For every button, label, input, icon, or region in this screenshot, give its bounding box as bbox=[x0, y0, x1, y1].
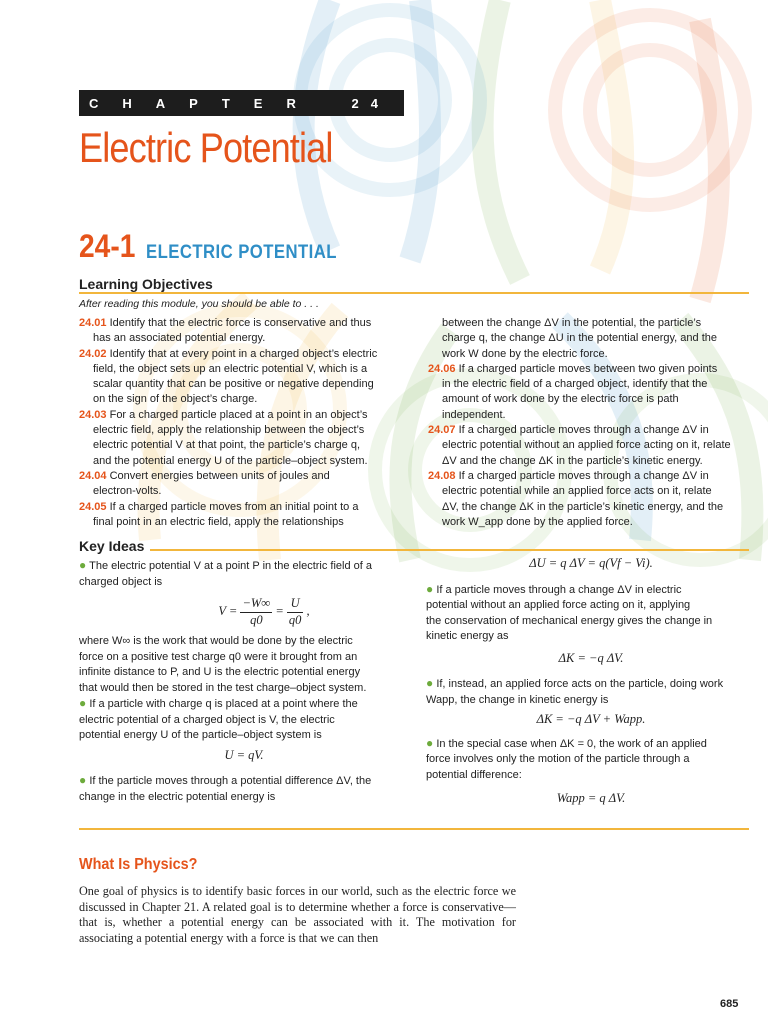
numerator: U bbox=[287, 596, 304, 613]
objective-24-05 bbox=[79, 500, 414, 531]
key-idea-text: infinite distance to P, and U is the electric potential energy bbox=[79, 666, 361, 678]
objective-text: ΔV, the change ΔK in the particle’s kinetic energy, and the bbox=[442, 500, 724, 513]
objective-text: has an associated potential energy. bbox=[93, 332, 266, 345]
objective-text: Identify that the electric force is conservative and thus bbox=[109, 317, 372, 329]
chapter-title: Electric Potential bbox=[79, 124, 333, 171]
objective-code: 24.03 bbox=[79, 408, 107, 421]
objective-text: electric potential V at that point, the particle’s charge q, bbox=[93, 439, 361, 452]
objective-text: amount of work done by the electric force is path bbox=[442, 393, 679, 406]
key-idea-text: potential without an applied force acting on it, applying bbox=[426, 599, 691, 611]
key-idea-text: potential difference: bbox=[426, 768, 522, 781]
equation-delta-u: ΔU = q ΔV = q(Vf − Vi). bbox=[529, 556, 653, 570]
key-idea-text: If a particle moves through a change ΔV in electric bbox=[436, 583, 682, 596]
objective-code: 24.08 bbox=[428, 469, 456, 482]
key-idea-text: charged object is bbox=[79, 575, 163, 588]
objective-text: final point in an electric field, apply the relationships bbox=[93, 515, 344, 528]
key-idea-text: Wapp, the change in kinetic energy is bbox=[426, 693, 609, 706]
objective-text: electric potential while an applied force acts on it, relate bbox=[442, 485, 712, 498]
key-idea-text: potential energy U of the particle–object system is bbox=[79, 729, 322, 741]
key-ideas-heading: Key Ideas bbox=[79, 538, 145, 554]
objective-text: in the electric field of a charged object, identify that the bbox=[442, 378, 708, 391]
equation-part: , bbox=[306, 603, 310, 618]
objective-text: on the sign of the object’s charge. bbox=[93, 393, 258, 406]
key-ideas-bottom-rule bbox=[79, 828, 749, 830]
denominator: q0 bbox=[250, 612, 263, 627]
key-ideas-right-column bbox=[426, 556, 756, 807]
module-name: ELECTRIC POTENTIAL bbox=[146, 242, 337, 263]
chapter-word: CHAPTER bbox=[89, 95, 320, 111]
objective-continuation: charge q, the change ΔU in the potential energy, and the bbox=[442, 332, 717, 345]
bullet-icon: ● bbox=[79, 773, 87, 787]
bullet-icon: ● bbox=[426, 676, 434, 690]
key-idea-text: where W∞ is the work that would be done by the electric bbox=[79, 635, 353, 647]
objective-code: 24.02 bbox=[79, 347, 107, 360]
objective-code: 24.06 bbox=[428, 362, 456, 375]
fraction bbox=[287, 596, 304, 628]
objective-code: 24.04 bbox=[79, 469, 107, 482]
chapter-banner bbox=[79, 90, 404, 116]
bullet-icon: ● bbox=[426, 581, 434, 596]
key-idea-text: If the particle moves through a potential difference ΔV, the bbox=[89, 775, 372, 787]
objective-continuation: work W done by the electric force. bbox=[442, 347, 608, 360]
objective-text: Identify that at every point in a charged object’s electric bbox=[109, 347, 378, 360]
objective-text: scalar quantity that can be positive or negative depending bbox=[93, 378, 374, 391]
objective-24-01 bbox=[79, 316, 414, 347]
objectives-right-column bbox=[428, 316, 753, 530]
key-idea-text: electric potential of a charged object is V, the electric bbox=[79, 713, 335, 726]
learning-objectives-intro: After reading this module, you should be able to . . . bbox=[79, 298, 319, 310]
equation-part: V = bbox=[218, 603, 238, 618]
key-idea-text: In the special case when ΔK = 0, the work of an applied bbox=[436, 737, 707, 750]
equation-potential-definition bbox=[119, 596, 409, 628]
objective-text: field, the object sets up an electric potential V, which is a bbox=[93, 362, 368, 375]
equation-part: = bbox=[275, 603, 284, 618]
page-number: 685 bbox=[720, 998, 739, 1010]
equation-w-app: Wapp = q ΔV. bbox=[556, 791, 626, 805]
objective-code: 24.07 bbox=[428, 424, 456, 437]
objective-text: If a charged particle moves between two given points bbox=[458, 362, 718, 375]
fraction bbox=[240, 596, 272, 628]
learning-objectives-rule bbox=[79, 292, 749, 294]
key-idea-text: change in the electric potential energy is bbox=[79, 790, 276, 803]
objective-text: electron-volts. bbox=[93, 485, 162, 498]
objective-text: If a charged particle moves through a change ΔV in bbox=[458, 469, 709, 482]
objective-24-04 bbox=[79, 469, 414, 500]
learning-objectives-heading: Learning Objectives bbox=[79, 276, 213, 292]
key-idea-text: The electric potential V at a point P in the electric field of a bbox=[89, 560, 373, 572]
objective-code: 24.05 bbox=[79, 500, 107, 513]
objective-text: and the potential energy U of the particle–object system. bbox=[93, 454, 368, 467]
key-idea-text: If a particle with charge q is placed at a point where the bbox=[89, 698, 358, 710]
objective-24-07 bbox=[428, 423, 753, 469]
objective-text: If a charged particle moves through a change ΔV in bbox=[458, 424, 709, 437]
key-idea-text: kinetic energy as bbox=[426, 630, 509, 642]
module-number: 24-1 bbox=[79, 228, 136, 264]
key-idea-text: If, instead, an applied force acts on the particle, doing work bbox=[436, 678, 724, 690]
objective-continuation: between the change ΔV in the potential, the particle’s bbox=[442, 317, 702, 329]
bullet-icon: ● bbox=[426, 735, 434, 750]
objective-text: For a charged particle placed at a point in an object’s bbox=[109, 408, 368, 421]
objective-text: Convert energies between units of joules and bbox=[109, 469, 330, 482]
key-idea-text: force involves only the motion of the particle through a bbox=[426, 753, 690, 765]
objective-24-06 bbox=[428, 362, 753, 423]
objective-text: If a charged particle moves from an initial point to a bbox=[109, 500, 359, 513]
equation-delta-k-applied: ΔK = −q ΔV + Wapp. bbox=[536, 712, 646, 726]
objectives-left-column bbox=[79, 316, 414, 530]
objective-24-03 bbox=[79, 408, 414, 469]
equation-potential-energy: U = qV. bbox=[224, 747, 264, 762]
section-heading: What Is Physics? bbox=[79, 856, 198, 873]
key-ideas-rule bbox=[150, 549, 749, 551]
objective-text: electric field, apply the relationship between the object’s bbox=[93, 424, 365, 437]
key-idea-text: the conservation of mechanical energy gives the change in bbox=[426, 614, 713, 627]
key-idea-text: that would then be stored in the test charge–object system. bbox=[79, 681, 367, 694]
objective-24-02 bbox=[79, 347, 414, 408]
bullet-icon: ● bbox=[79, 696, 87, 710]
objective-text: work W_app done by the applied force. bbox=[442, 515, 633, 528]
objective-24-08 bbox=[428, 469, 753, 530]
objective-text: independent. bbox=[442, 408, 506, 421]
chapter-number: 24 bbox=[351, 95, 390, 111]
equation-delta-k: ΔK = −q ΔV. bbox=[558, 650, 624, 665]
objective-text: ΔV and the change ΔK in the particle’s kinetic energy. bbox=[442, 454, 703, 467]
objective-text: electric potential without an applied force acting on it, relate bbox=[442, 439, 731, 452]
numerator: −W∞ bbox=[240, 596, 272, 613]
section-paragraph: One goal of physics is to identify basic forces in our world, such as the electric force we discussed in Chapter 21. A related goal is to determine whether a force is conservative—that is, whether a potential energy can be associated with it. The motivation for associating a potential energy with a force is that we can then bbox=[79, 884, 516, 945]
objective-code: 24.01 bbox=[79, 317, 107, 329]
key-idea-text: force on a positive test charge q0 were it brought from an bbox=[79, 650, 358, 663]
bullet-icon: ● bbox=[79, 558, 87, 572]
key-ideas-left-column bbox=[79, 558, 409, 805]
denominator: q0 bbox=[288, 612, 302, 627]
